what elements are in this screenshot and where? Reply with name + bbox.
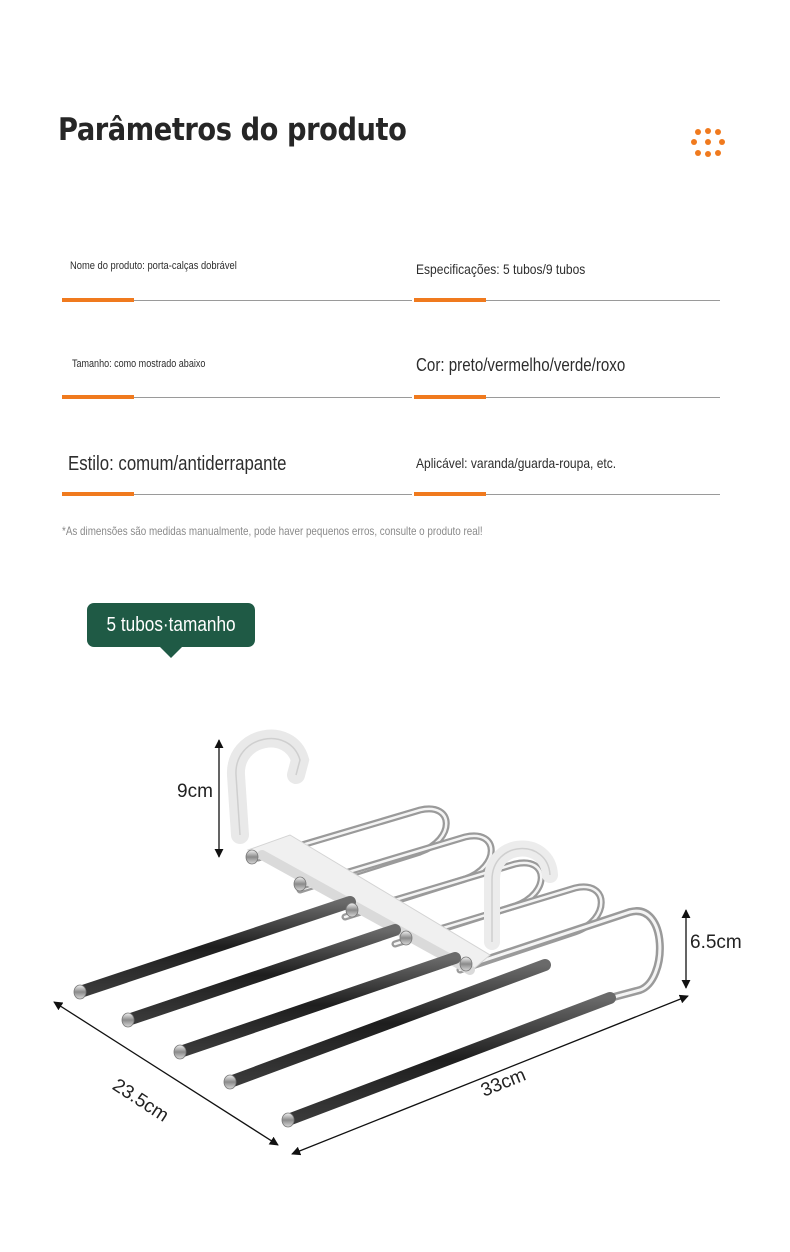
spec-accent-bar: [414, 492, 486, 496]
size-badge-pointer: [159, 646, 183, 658]
dots-decoration-icon: [688, 126, 728, 160]
spec-accent-bar: [62, 492, 134, 496]
spec-applicable: Aplicável: varanda/guarda-roupa, etc.: [416, 455, 617, 471]
spec-accent-bar: [62, 298, 134, 302]
dimension-label-hook: 9cm: [177, 781, 213, 802]
tube-black-5: [288, 998, 610, 1120]
page-title: Parâmetros do produto: [58, 112, 407, 148]
tube-black-1: [80, 902, 350, 992]
tube-black-3: [180, 958, 455, 1052]
spec-accent-bar: [414, 298, 486, 302]
size-badge-label: 5 tubos·tamanho: [106, 613, 236, 636]
dimension-label-width: 23.5cm: [108, 1075, 173, 1127]
center-bar: [248, 835, 490, 972]
spec-specifications: Especificações: 5 tubos/9 tubos: [416, 261, 586, 277]
spec-product-name: Nome do produto: porta-calças dobrável: [70, 260, 237, 272]
measurement-note: *As dimensões são medidas manualmente, pode haver pequenos erros, consulte o produto real!: [62, 524, 483, 538]
dimension-label-length: 33cm: [478, 1064, 529, 1102]
spec-accent-bar: [62, 395, 134, 399]
tube-black-2: [128, 930, 395, 1020]
trouser-hanger-illustration: [0, 680, 790, 1252]
spec-size: Tamanho: como mostrado abaixo: [72, 358, 206, 370]
spec-color: Cor: preto/vermelho/verde/roxo: [416, 355, 626, 375]
dimension-label-tube-height: 6.5cm: [690, 932, 742, 953]
back-hook: [236, 739, 300, 835]
spec-accent-bar: [414, 395, 486, 399]
dimension-arrow-length: [292, 996, 688, 1154]
spec-style: Estilo: comum/antiderrapante: [68, 453, 287, 475]
size-badge: [87, 603, 255, 647]
